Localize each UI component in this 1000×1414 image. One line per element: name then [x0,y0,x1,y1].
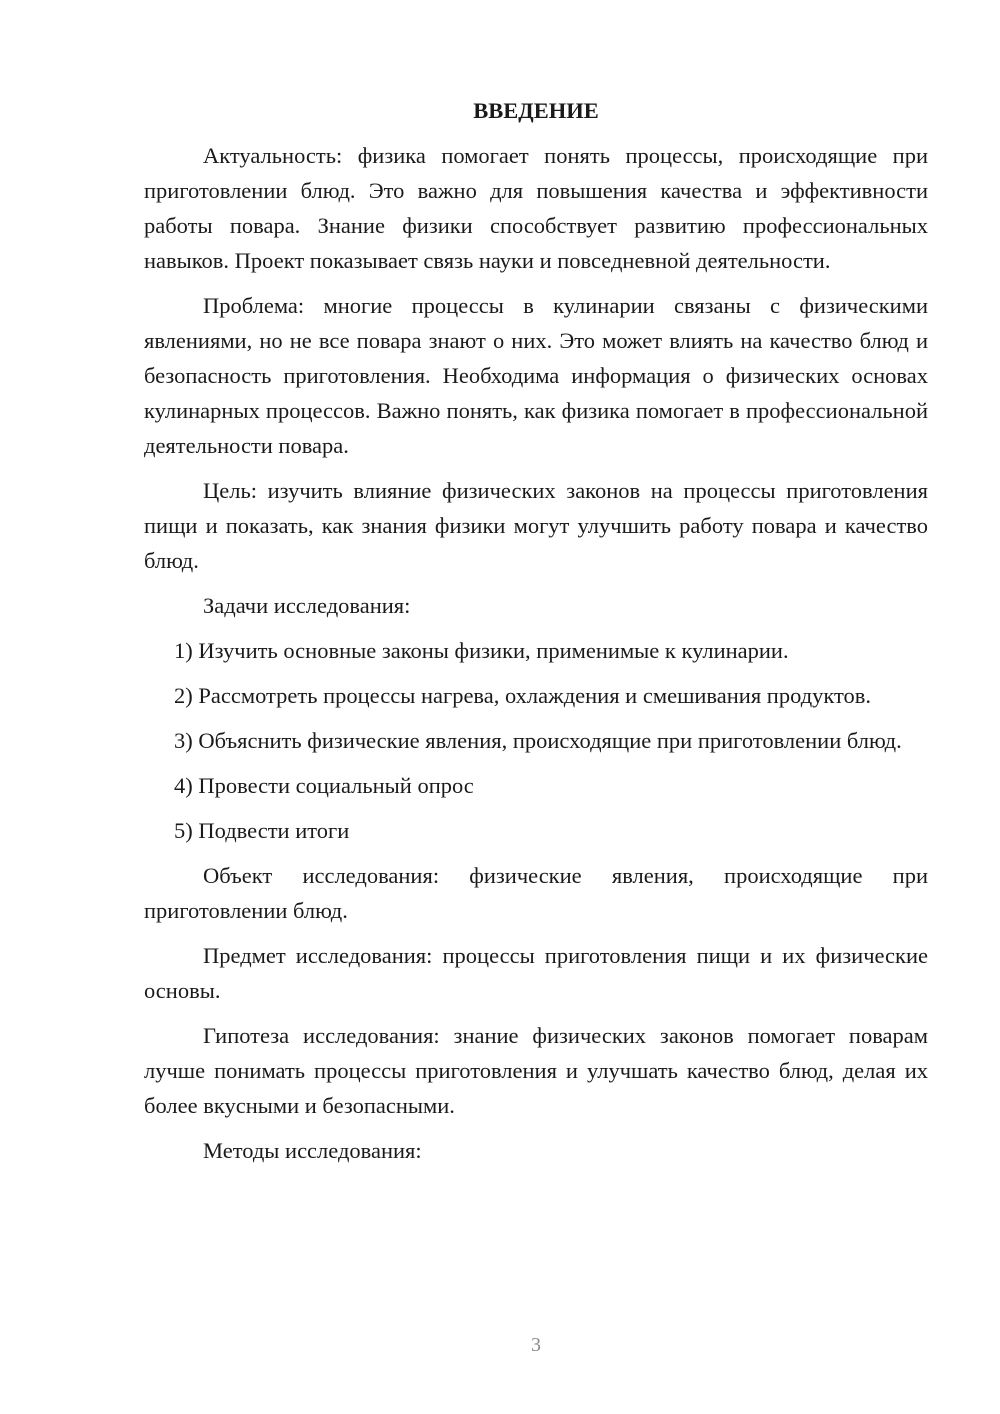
task-item-2: 2) Рассмотреть процессы нагрева, охлаждения и смешивания продуктов. [174,683,872,708]
page-number: 3 [531,1334,541,1356]
paragraph-tasks-title: Задачи исследования: [203,593,411,618]
section-heading: ВВЕДЕНИЕ [473,98,599,123]
paragraph-hypothesis: Гипотеза исследования: знание физических законов помогает поварам лучше понимать процессы приготовления и улучшать качество блюд, делая их более вкусными и безопасными. [144,1023,928,1118]
paragraph-relevance: Актуальность: физика помогает понять процессы, происходящие при приготовлении блюд. Это важно для повышения качества и эффективности работы повара. Знание физики способствует развитию профессиональных навыков. Проект показывает связь науки и повседневной деятельности. [144,143,928,273]
paragraph-goal: Цель: изучить влияние физических законов на процессы приготовления пищи и показать, как знания физики могут улучшить работу повара и качество блюд. [144,478,928,573]
task-item-1: 1) Изучить основные законы физики, применимые к кулинарии. [174,638,789,663]
paragraph-object: Объект исследования: физические явления, происходящие при приготовлении блюд. [144,863,928,923]
paragraph-methods-title: Методы исследования: [203,1138,422,1163]
paragraph-problem: Проблема: многие процессы в кулинарии связаны с физическими явлениями, но не все повара знают о них. Это может влиять на качество блюд и безопасность приготовления. Необходима информация о физических основах кулинарных процессов. Важно понять, как физика помогает в профессиональной деятельности повара. [144,293,928,458]
task-item-3: 3) Объяснить физические явления, происходящие при приготовлении блюд. [174,728,902,753]
paragraph-subject: Предмет исследования: процессы приготовления пищи и их физические основы. [144,943,928,1003]
task-item-4: 4) Провести социальный опрос [174,773,474,798]
task-item-5: 5) Подвести итоги [174,818,350,843]
page-content [144,96,928,1178]
